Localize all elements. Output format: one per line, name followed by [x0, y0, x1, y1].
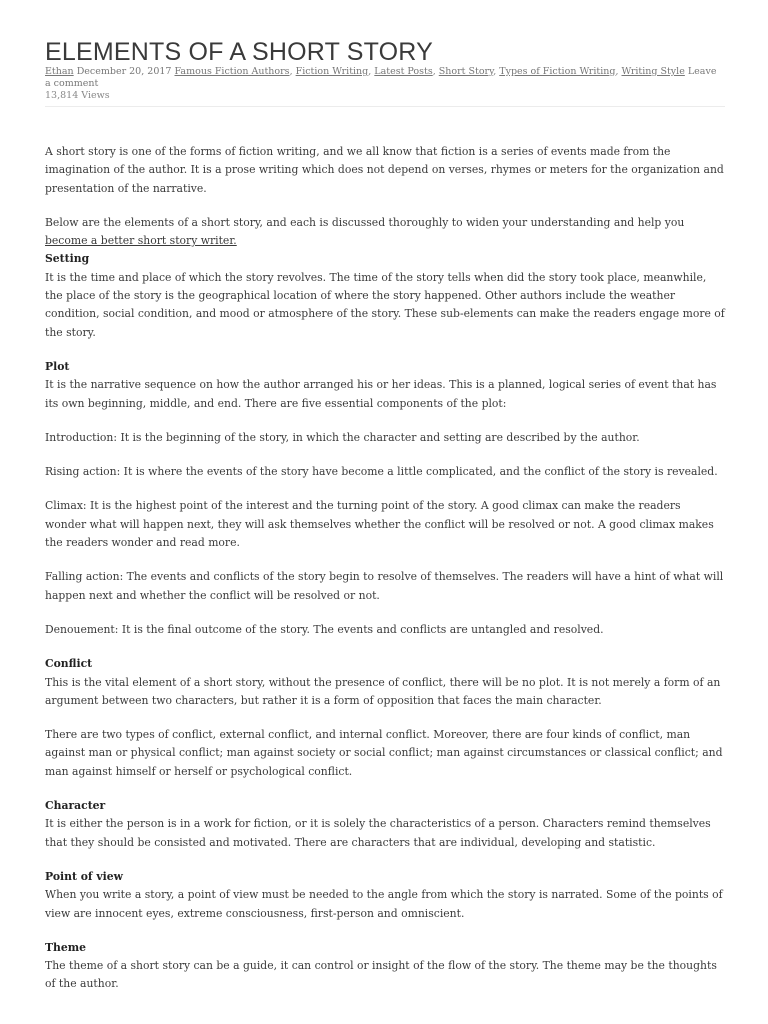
intro-paragraph: A short story is one of the forms of fiction writing, and we all know that fiction is a series of events made from the imagination of the author. It is a prose writing which does not depend on verses, rhymes or meters for the organization and presentation of the narrative. — [45, 145, 724, 195]
category-link[interactable]: Famous Fiction Authors — [174, 66, 290, 77]
post-date: December 20, 2017 — [76, 66, 172, 77]
article-body — [45, 143, 725, 994]
divider — [45, 106, 725, 107]
category-link[interactable]: Fiction Writing — [295, 66, 369, 77]
plot-falling-action: Falling action: The events and conflicts of the story begin to resolve of themselves. The readers will have a hint of what will happen next and whether the conflict will be resolved or not. — [45, 570, 724, 602]
category-link[interactable]: Types of Fiction Writing — [499, 66, 616, 77]
setting-text: It is the time and place of which the story revolves. The time of the story tells when did the story took place, meanwhile, the place of the story is the geographical location of where the story happened. Other authors include the weather condition, social condition, and mood or atmosphere of the story. These sub-elements can make the readers engage more of the story. — [45, 270, 725, 339]
conflict-text: This is the vital element of a short story, without the presence of conflict, there will be no plot. It is not merely a form of an argument between two characters, but rather it is a form of opposition that faces the main character. — [45, 675, 721, 707]
plot-heading: Plot — [45, 359, 70, 373]
point-of-view-heading: Point of view — [45, 869, 123, 883]
conflict-heading: Conflict — [45, 657, 93, 671]
plot-denouement: Denouement: It is the final outcome of the story. The events and conflicts are untangled and resolved. — [45, 622, 604, 636]
category-link[interactable]: Short Story — [438, 66, 494, 77]
plot-climax: Climax: It is the highest point of the interest and the turning point of the story. A good climax can make the readers wonder what will happen next, they will ask themselves whether the conflict will be resolved or not. A good climax makes the readers wonder and read more. — [45, 499, 714, 550]
category-link[interactable]: Writing Style — [621, 66, 685, 77]
plot-text: It is the narrative sequence on how the author arranged his or her ideas. This is a planned, logical series of event that has its own beginning, middle, and end. There are five essential components of the plot: — [45, 378, 717, 410]
conflict-types: There are two types of conflict, external conflict, and internal conflict. Moreover, there are four kinds of conflict, man against man or physical conflict; man against society or social conflict; man against circumstances or classical conflict; and man against himself or herself or psychological conflict. — [45, 728, 723, 778]
character-section — [45, 797, 725, 852]
setting-section — [45, 250, 725, 341]
plot-rising-action: Rising action: It is where the events of the story have become a little complicated, and the conflict of the story is revealed. — [45, 465, 718, 479]
character-heading: Character — [45, 799, 106, 813]
plot-section — [45, 358, 725, 413]
writer-guide-link[interactable]: become a better short story writer. — [45, 234, 237, 248]
theme-heading: Theme — [45, 940, 87, 954]
setting-heading: Setting — [45, 252, 90, 266]
view-count: 13,814 Views — [45, 90, 110, 101]
elements-intro-text: Below are the elements of a short story, and each is discussed thoroughly to widen your understanding and help you — [45, 215, 685, 229]
author-link[interactable]: Ethan — [45, 66, 74, 77]
point-of-view-section — [45, 868, 725, 923]
category-link[interactable]: Latest Posts — [374, 66, 433, 77]
character-text: It is either the person is in a work for fiction, or it is solely the characteristics of a person. Characters remind themselves that they should be consisted and motivated. There are characters that are individual, developing and statistic. — [45, 817, 711, 849]
article — [45, 38, 725, 1010]
plot-introduction: Introduction: It is the beginning of the story, in which the character and setting are described by the author. — [45, 430, 640, 444]
conflict-section — [45, 655, 725, 710]
point-of-view-text: When you write a story, a point of view must be needed to the angle from which the story is narrated. Some of the points of view are innocent eyes, extreme consciousness, first-person and omniscient. — [45, 888, 723, 920]
page-title: ELEMENTS OF A SHORT STORY — [45, 38, 433, 66]
theme-text: The theme of a short story can be a guide, it can control or insight of the flow of the story. The theme may be the thoughts of the author. — [45, 959, 717, 991]
theme-section — [45, 939, 725, 994]
post-meta: Ethan December 20, 2017 Famous Fiction Authors, Fiction Writing, Latest Posts, Short Story, Types of Fiction Writing, Writing Style Leave a comment 13,814 Views — [45, 66, 725, 102]
leave-comment-link[interactable]: Leave a comment — [45, 66, 717, 89]
elements-intro-paragraph — [45, 214, 725, 251]
